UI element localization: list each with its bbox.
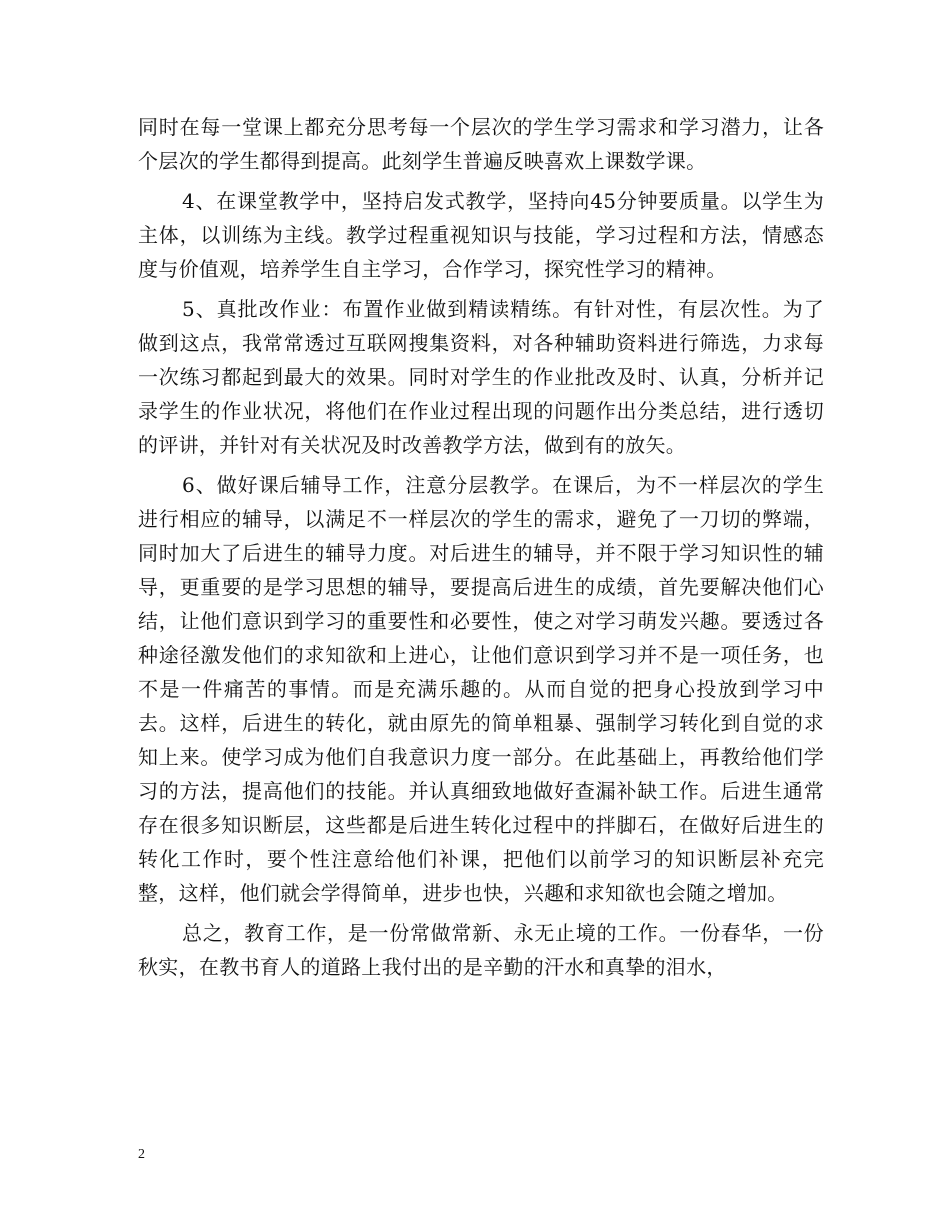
body-text	[138, 110, 824, 990]
paragraph-continuation: 同时在每一堂课上都充分思考每一个层次的学生学习需求和学习潜力，让各个层次的学生都得到提高。此刻学生普遍反映喜欢上课数学课。	[138, 115, 824, 173]
paragraph-summary: 总之，教育工作，是一份常做常新、永无止境的工作。一份春华，一份秋实，在教书育人的道路上我付出的是辛勤的汗水和真挚的泪水，	[138, 921, 824, 979]
paragraph-item-5: 5、真批改作业：布置作业做到精读精练。有针对性，有层次性。为了做到这点，我常常透过互联网搜集资料，对各种辅助资料进行筛选，力求每一次练习都起到最大的效果。同时对学生的作业批改及时、认真，分析并记录学生的作业状况，将他们在作业过程出现的问题作出分类总结，进行透切的评讲，并针对有关状况及时改善教学方法，做到有的放矢。	[138, 297, 824, 457]
page-number: 2	[138, 1147, 145, 1162]
paragraph-item-6: 6、做好课后辅导工作，注意分层教学。在课后，为不一样层次的学生进行相应的辅导，以满足不一样层次的学生的需求，避免了一刀切的弊端，同时加大了后进生的辅导力度。对后进生的辅导，并不限于学习知识性的辅导，更重要的是学习思想的辅导，要提高后进生的成绩，首先要解决他们心结，让他们意识到学习的重要性和必要性，使之对学习萌发兴趣。要透过各种途径激发他们的求知欲和上进心，让他们意识到学习并不是一项任务，也不是一件痛苦的事情。而是充满乐趣的。从而自觉的把身心投放到学习中去。这样，后进生的转化，就由原先的简单粗暴、强制学习转化到自觉的求知上来。使学习成为他们自我意识力度一部分。在此基础上，再教给他们学习的方法，提高他们的技能。并认真细致地做好查漏补缺工作。后进生通常存在很多知识断层，这些都是后进生转化过程中的拌脚石，在做好后进生的转化工作时，要个性注意给他们补课，把他们以前学习的知识断层补充完整，这样，他们就会学得简单，进步也快，兴趣和求知欲也会随之增加。	[138, 473, 824, 905]
paragraph-item-4: 4、在课堂教学中，坚持启发式教学，坚持向45分钟要质量。以学生为主体，以训练为主线。教学过程重视知识与技能，学习过程和方法，情感态度与价值观，培养学生自主学习，合作学习，探究性学习的精神。	[138, 189, 824, 281]
